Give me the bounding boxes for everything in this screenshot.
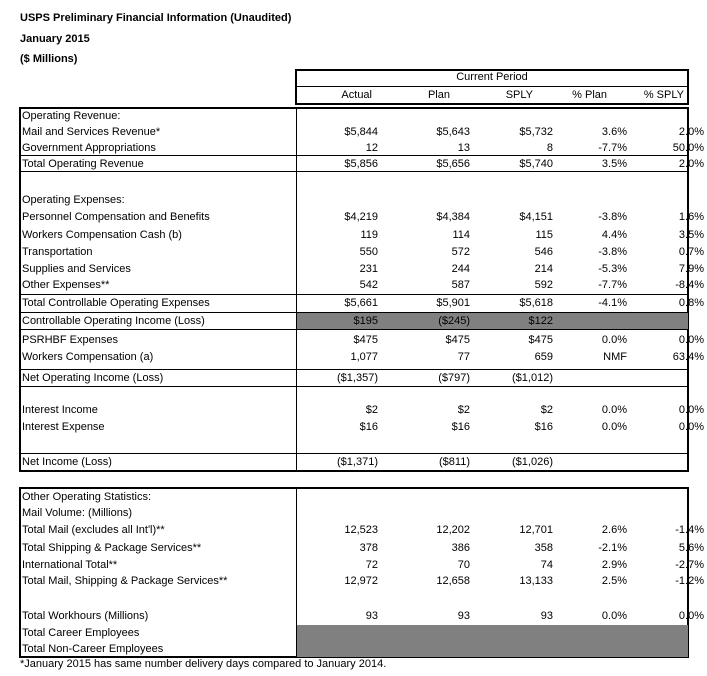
cell-pct-sply: -1.4% xyxy=(675,524,704,536)
table-row xyxy=(20,124,704,140)
cell-sply: $5,618 xyxy=(519,297,553,309)
col-sply-header: SPLY xyxy=(505,89,533,101)
table-row xyxy=(20,227,704,243)
cell-plan: $475 xyxy=(445,334,470,346)
cell-plan: $16 xyxy=(451,421,470,433)
cell-sply: 592 xyxy=(534,279,553,291)
table-row xyxy=(20,295,704,311)
cell-plan: $5,643 xyxy=(436,126,470,138)
cell-plan: 93 xyxy=(457,610,470,622)
row-label: Net Operating Income (Loss) xyxy=(22,372,164,384)
cell-pct-plan: 3.6% xyxy=(601,126,627,138)
table-row xyxy=(20,192,688,208)
cell-sply: ($1,012) xyxy=(512,372,553,384)
row-label: Total Mail (excludes all Int'l)** xyxy=(22,524,165,536)
cell-plan: 12,202 xyxy=(436,524,470,536)
cell-sply: $2 xyxy=(540,404,553,416)
cell-plan: 114 xyxy=(452,229,470,241)
cell-pct-plan: -7.7% xyxy=(598,142,627,154)
row-label: Total Non-Career Employees xyxy=(22,643,164,655)
row-label: Total Career Employees xyxy=(22,627,140,639)
cell-plan: 70 xyxy=(457,559,470,571)
cell-actual: 1,077 xyxy=(350,351,378,363)
table-row xyxy=(20,370,688,386)
cell-sply: 358 xyxy=(534,542,553,554)
cell-pct-plan: -4.1% xyxy=(598,297,627,309)
cell-pct-sply: 7.9% xyxy=(678,263,704,275)
table-row xyxy=(20,454,688,470)
cell-plan: $2 xyxy=(457,404,470,416)
cell-sply: 13,133 xyxy=(519,575,553,587)
cell-actual: $2 xyxy=(365,404,378,416)
row-label: Government Appropriations xyxy=(22,142,156,154)
cell-actual: 12 xyxy=(365,142,378,154)
cell-pct-plan: 0.0% xyxy=(601,421,627,433)
cell-sply: $4,151 xyxy=(519,211,553,223)
row-label: PSRHBF Expenses xyxy=(22,334,118,346)
cell-sply: 115 xyxy=(535,229,553,241)
report-units: ($ Millions) xyxy=(20,53,78,65)
cell-sply: 74 xyxy=(540,559,553,571)
cell-pct-sply: 0.0% xyxy=(678,334,704,346)
row-label: Operating Expenses: xyxy=(22,194,125,206)
report-period: January 2015 xyxy=(20,33,90,45)
cell-sply: $122 xyxy=(528,315,553,327)
cell-plan: 13 xyxy=(457,142,470,154)
cell-plan: 572 xyxy=(451,246,470,258)
cell-plan: $5,656 xyxy=(436,158,470,170)
cell-actual: $5,844 xyxy=(344,126,378,138)
cell-actual: 542 xyxy=(359,279,378,291)
cell-pct-plan: 2.9% xyxy=(601,559,627,571)
cell-actual: 72 xyxy=(365,559,378,571)
table-row xyxy=(20,522,704,538)
table-row xyxy=(20,349,704,365)
cell-sply: 93 xyxy=(540,610,553,622)
cell-pct-sply: 0.0% xyxy=(678,610,704,622)
cell-pct-sply: 0.8% xyxy=(678,297,704,309)
cell-pct-sply: 0.7% xyxy=(678,246,704,258)
row-label: Total Shipping & Package Services** xyxy=(22,542,202,554)
row-label: Total Workhours (Millions) xyxy=(22,610,149,622)
table-row xyxy=(20,419,704,435)
row-label: Net Income (Loss) xyxy=(22,456,112,468)
col-pct-plan-header: % Plan xyxy=(572,89,607,101)
cell-pct-plan: -7.7% xyxy=(598,279,627,291)
cell-pct-plan: -3.8% xyxy=(598,211,627,223)
col-plan-header: Plan xyxy=(427,89,450,101)
table-row xyxy=(20,625,688,641)
cell-actual: $475 xyxy=(353,334,378,346)
cell-plan: 77 xyxy=(457,351,470,363)
cell-pct-plan: 3.5% xyxy=(601,158,627,170)
cell-plan: ($245) xyxy=(438,315,470,327)
cell-actual: 93 xyxy=(365,610,378,622)
table-row xyxy=(20,641,688,657)
cell-actual: ($1,371) xyxy=(337,456,378,468)
row-label: International Total** xyxy=(22,559,118,571)
table-row xyxy=(20,244,704,260)
row-label: Total Operating Revenue xyxy=(22,158,144,170)
cell-sply: $16 xyxy=(534,421,553,433)
cell-pct-sply: -2.7% xyxy=(675,559,704,571)
cell-actual: 12,523 xyxy=(344,524,378,536)
cell-actual: $4,219 xyxy=(344,211,378,223)
row-label: Transportation xyxy=(22,246,93,258)
cell-pct-plan: -3.8% xyxy=(598,246,627,258)
cell-pct-plan: 0.0% xyxy=(601,334,627,346)
table-row xyxy=(20,573,704,589)
report-title: USPS Preliminary Financial Information (Unaudited) xyxy=(20,12,292,24)
cell-pct-sply: 2.0% xyxy=(678,158,704,170)
table-row xyxy=(20,608,704,624)
table-row xyxy=(20,108,688,124)
cell-sply: $475 xyxy=(528,334,553,346)
row-label: Interest Income xyxy=(22,404,98,416)
cell-pct-sply: 5.6% xyxy=(678,542,704,554)
cell-plan: 244 xyxy=(451,263,470,275)
table-row xyxy=(20,540,704,556)
cell-pct-plan: 0.0% xyxy=(601,404,627,416)
cell-plan: 587 xyxy=(451,279,470,291)
cell-pct-sply: 50.0% xyxy=(672,142,704,154)
cell-sply: 8 xyxy=(546,142,553,154)
footnote: *January 2015 has same number delivery days compared to January 2014. xyxy=(20,658,387,670)
cell-pct-sply: 2.0% xyxy=(678,126,704,138)
cell-pct-sply: 63.4% xyxy=(672,351,704,363)
cell-pct-sply: 0.0% xyxy=(678,421,704,433)
cell-plan: 386 xyxy=(451,542,470,554)
row-label: Operating Revenue: xyxy=(22,110,121,122)
table-row xyxy=(20,209,704,225)
row-label: Other Operating Statistics: xyxy=(22,491,151,503)
col-actual-header: Actual xyxy=(341,89,372,101)
row-label: Total Mail, Shipping & Package Services** xyxy=(22,575,228,587)
cell-pct-plan: 2.5% xyxy=(601,575,627,587)
cell-sply: 214 xyxy=(534,263,553,275)
row-label: Other Expenses** xyxy=(22,279,110,291)
table-row xyxy=(20,505,688,521)
cell-actual: 550 xyxy=(359,246,378,258)
cell-actual: $195 xyxy=(353,315,378,327)
cell-pct-plan: 2.6% xyxy=(601,524,627,536)
row-label: Total Controllable Operating Expenses xyxy=(22,297,210,309)
cell-pct-sply: -8.4% xyxy=(675,279,704,291)
table-row xyxy=(20,332,704,348)
col-pct-sply-header: % SPLY xyxy=(643,89,684,101)
cell-pct-sply: 0.0% xyxy=(678,404,704,416)
row-label: Interest Expense xyxy=(22,421,105,433)
row-label: Workers Compensation (a) xyxy=(22,351,154,363)
cell-sply: 546 xyxy=(534,246,553,258)
row-label: Mail Volume: (Millions) xyxy=(22,507,133,519)
table-row xyxy=(20,261,704,277)
cell-plan: ($797) xyxy=(438,372,470,384)
cell-pct-plan: 0.0% xyxy=(601,610,627,622)
table-row xyxy=(20,557,704,573)
cell-plan: 12,658 xyxy=(436,575,470,587)
cell-pct-sply: 1.6% xyxy=(678,211,704,223)
table-row xyxy=(20,489,688,505)
cell-actual: ($1,357) xyxy=(337,372,378,384)
cell-plan: $5,901 xyxy=(436,297,470,309)
cell-sply: ($1,026) xyxy=(512,456,553,468)
table-row xyxy=(20,140,704,156)
cell-pct-plan: -2.1% xyxy=(598,542,627,554)
cell-plan: ($811) xyxy=(439,456,470,468)
cell-pct-plan: NMF xyxy=(603,351,627,363)
cell-actual: $5,661 xyxy=(344,297,378,309)
cell-sply: 12,701 xyxy=(519,524,553,536)
row-label: Mail and Services Revenue* xyxy=(22,126,161,138)
cell-actual: 231 xyxy=(359,263,378,275)
row-label: Controllable Operating Income (Loss) xyxy=(22,315,205,327)
row-label: Workers Compensation Cash (b) xyxy=(22,229,182,241)
cell-plan: $4,384 xyxy=(436,211,470,223)
cell-sply: 659 xyxy=(534,351,553,363)
table-row xyxy=(20,313,688,329)
cell-pct-sply: -1.2% xyxy=(675,575,704,587)
cell-actual: 119 xyxy=(360,229,378,241)
table-row xyxy=(20,277,704,293)
table-row xyxy=(20,156,704,172)
current-period-header: Current Period xyxy=(456,71,528,83)
cell-actual: 378 xyxy=(359,542,378,554)
row-label: Supplies and Services xyxy=(22,263,131,275)
cell-actual: $16 xyxy=(359,421,378,433)
cell-sply: $5,740 xyxy=(519,158,553,170)
cell-pct-plan: 4.4% xyxy=(601,229,627,241)
table-row xyxy=(20,402,704,418)
row-label: Personnel Compensation and Benefits xyxy=(22,211,210,223)
cell-actual: 12,972 xyxy=(344,575,378,587)
cell-actual: $5,856 xyxy=(344,158,378,170)
cell-pct-plan: -5.3% xyxy=(598,263,627,275)
cell-sply: $5,732 xyxy=(519,126,553,138)
cell-pct-sply: 3.5% xyxy=(678,229,704,241)
